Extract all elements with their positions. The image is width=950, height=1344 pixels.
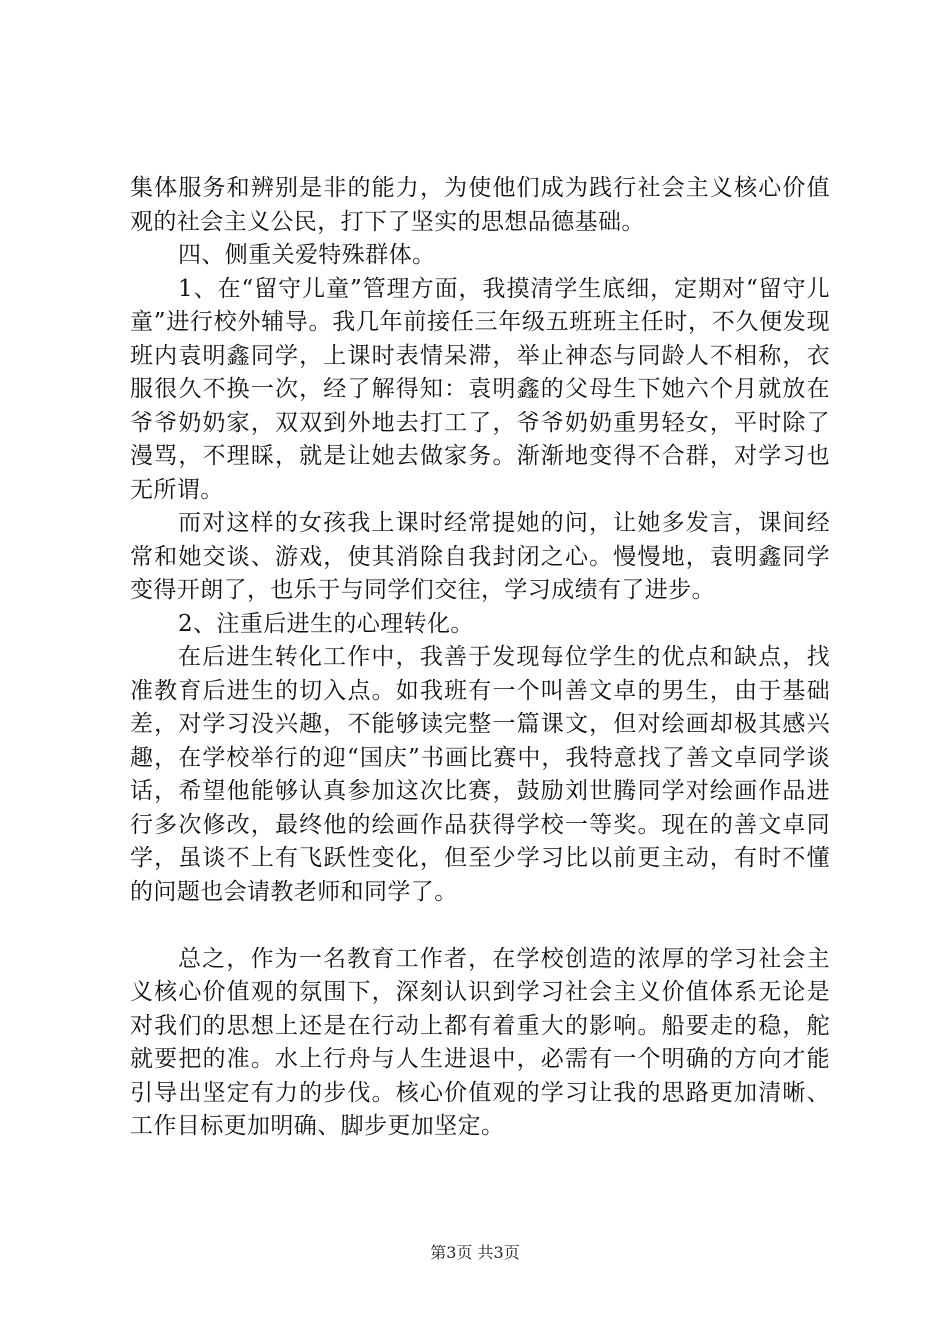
paragraph-1: 集体服务和辨别是非的能力，为使他们成为践行社会主义核心价值观的社会主义公民，打下了坚实的思想品德基础。 [130,175,830,235]
paragraph-underachiever-transformation: 在后进生转化工作中，我善于发现每位学生的优点和缺点，找准教育后进生的切入点。如我班有一个叫善文卓的男生，由于基础差，对学习没兴趣，不能够读完整一篇课文，但对绘画却极其感兴趣，在学校举行的迎“国庆”书画比赛中，我特意找了善文卓同学谈话，希望他能够认真参加这次比赛，鼓励刘世腾同学对绘画作品进行多次修改，最终他的绘画作品获得学校一等奖。现在的善文卓同学，虽谈不上有飞跃性变化，但至少学习比以前更主动，有时不懂的问题也会请教老师和同学了。 [130,644,830,905]
document-body [130,172,830,1144]
paragraph-spacer [130,909,830,943]
paragraph-girl-progress: 而对这样的女孩我上课时经常提她的问，让她多发言，课间经常和她交谈、游戏，使其消除自我封闭之心。慢慢地，袁明鑫同学变得开朗了，也乐于与同学们交往，学习成绩有了进步。 [130,510,830,603]
page-number-footer: 第3页 共3页 [430,1243,520,1262]
subheading-2: 2、注重后进生的心理转化。 [178,610,474,637]
section-heading-4: 四、侧重关爱特殊群体。 [178,242,436,268]
paragraph-left-behind-children: 1、在“留守儿童”管理方面，我摸清学生底细，定期对“留守儿童”进行校外辅导。我几年前接任三年级五班班主任时，不久便发现班内袁明鑫同学，上课时表情呆滞，举止神态与同龄人不相称，衣服很久不换一次，经了解得知：袁明鑫的父母生下她六个月就放在爷爷奶奶家，双双到外地去打工了，爷爷奶奶重男轻女，平时除了漫骂，不理睬，就是让她去做家务。渐渐地变得不合群，对学习也无所谓。 [130,275,830,503]
paragraph-conclusion: 总之，作为一名教育工作者，在学校创造的浓厚的学习社会主义核心价值观的氛围下，深刻认识到学习社会主义价值体系无论是对我们的思想上还是在行动上都有着重大的影响。船要走的稳，舵就要把的准。水上行舟与人生进退中，必需有一个明确的方向才能引导出坚定有力的步伐。核心价值观的学习让我的思路更加清晰、工作目标更加明确、脚步更加坚定。 [130,945,830,1139]
